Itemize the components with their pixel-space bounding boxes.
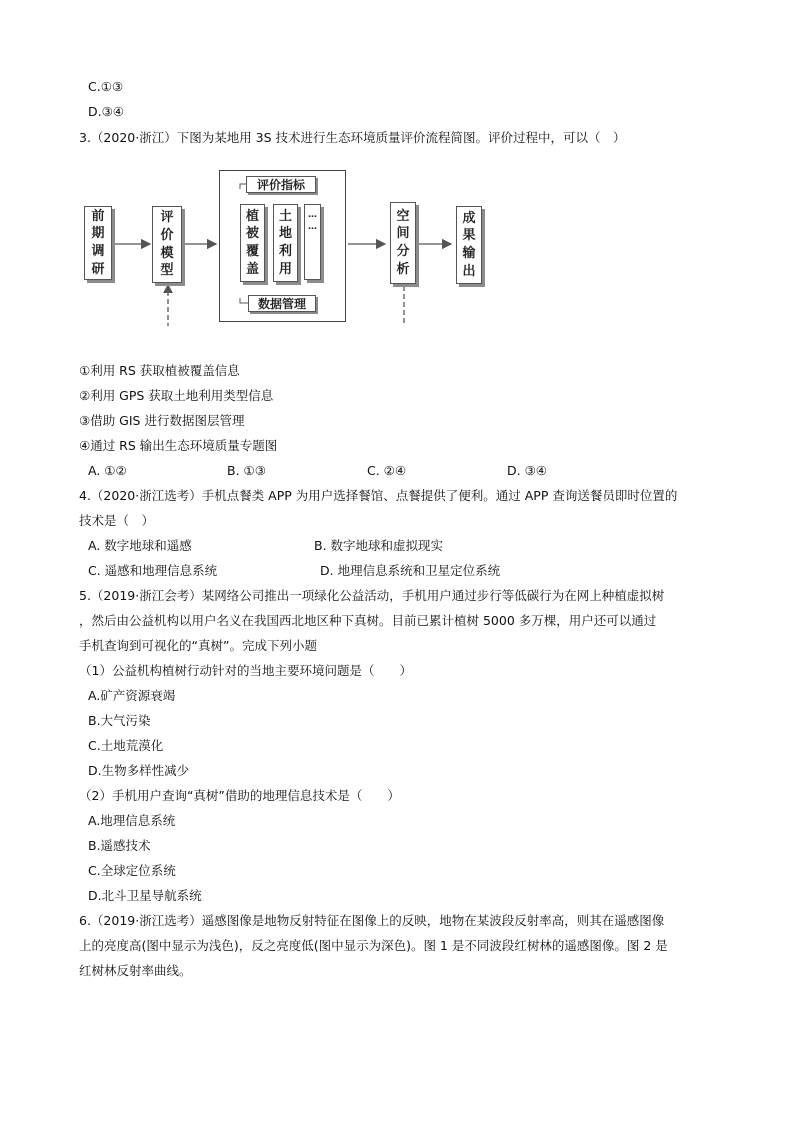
prev-option-d: D.③④ [88, 104, 125, 119]
prev-option-c: C.①③ [88, 79, 124, 94]
q5-sub1-stem: （1）公益机构植树行动针对的当地主要环境问题是（ ） [79, 663, 412, 678]
q4-option-d: D. 地理信息系统和卫星定位系统 [320, 563, 501, 578]
q3-statement-4: ④通过 RS 输出生态环境质量专题图 [79, 438, 278, 453]
box-output: 成 果 输 出 [456, 206, 482, 284]
q3-option-a: A. ①② [88, 463, 127, 478]
q5-sub1-option-b: B.大气污染 [88, 713, 151, 728]
q3-statement-1: ①利用 RS 获取植被覆盖信息 [79, 363, 240, 378]
box-survey: 前 期 调 研 [84, 206, 112, 280]
feedback-arrowhead [163, 284, 173, 293]
box-vegetation: 植 被 覆 盖 [240, 204, 265, 282]
q6-stem-line-3: 红树林反射率曲线。 [79, 963, 192, 978]
flow-diagram [80, 166, 500, 326]
q5-sub2-option-b: B.遥感技术 [88, 838, 151, 853]
q5-sub2-option-c: C.全球定位系统 [88, 863, 176, 878]
q5-sub1-option-c: C.土地荒漠化 [88, 738, 164, 753]
q3-statement-3: ③借助 GIS 进行数据图层管理 [79, 413, 245, 428]
box-more: … … [304, 204, 321, 280]
q4-option-a: A. 数字地球和遥感 [88, 538, 192, 553]
q5-stem-line-1: 5.（2019·浙江会考）某网络公司推出一项绿化公益活动，手机用户通过步行等低碳行为在网上种植虚拟树 [79, 588, 665, 603]
q5-stem-line-2: ，然后由公益机构以用户名义在我国西北地区种下真树。目前已累计植树 5000 多万棵，用户还可以通过 [79, 613, 657, 628]
box-landuse: 土 地 利 用 [273, 204, 298, 282]
q4-stem-line-1: 4.（2020·浙江选考）手机点餐类 APP 为用户选择餐馆、点餐提供了便利。通过 APP 查询送餐员即时位置的 [79, 488, 678, 503]
q6-stem-line-1: 6.（2019·浙江选考）遥感图像是地物反射特征在图像上的反映，地物在某波段反射率高，则其在遥感图像 [79, 913, 665, 928]
q3-option-d: D. ③④ [507, 463, 547, 478]
q5-sub2-stem: （2）手机用户查询“真树”借助的地理信息技术是（ ） [79, 788, 400, 803]
q4-option-c: C. 遥感和地理信息系统 [88, 563, 218, 578]
q5-sub2-option-a: A.地理信息系统 [88, 813, 176, 828]
box-model: 评 价 模 型 [152, 206, 182, 283]
q6-stem-line-2: 上的亮度高(图中显示为浅色)，反之亮度低(图中显示为深色)。图 1 是不同波段红树林的遥感图像。图 2 是 [79, 938, 668, 953]
q3-option-c: C. ②④ [367, 463, 407, 478]
q3-statement-2: ②利用 GPS 获取土地利用类型信息 [79, 388, 274, 403]
box-spatial: 空 间 分 析 [390, 202, 416, 284]
q5-sub2-option-d: D.北斗卫星导航系统 [88, 888, 202, 903]
q4-stem-line-2: 技术是（ ） [79, 513, 155, 528]
box-index: 评价指标 [246, 176, 316, 193]
q3-stem: 3.（2020·浙江）下图为某地用 3S 技术进行生态环境质量评价流程简图。评价过程中，可以（ ） [79, 130, 626, 145]
q5-sub1-option-d: D.生物多样性减少 [88, 763, 190, 778]
q5-sub1-option-a: A.矿产资源衰竭 [88, 688, 176, 703]
box-data: 数据管理 [248, 295, 316, 312]
q5-stem-line-3: 手机查询到可视化的“真树”。完成下列小题 [79, 638, 317, 653]
q3-option-b: B. ①③ [227, 463, 266, 478]
q4-option-b: B. 数字地球和虚拟现实 [314, 538, 444, 553]
